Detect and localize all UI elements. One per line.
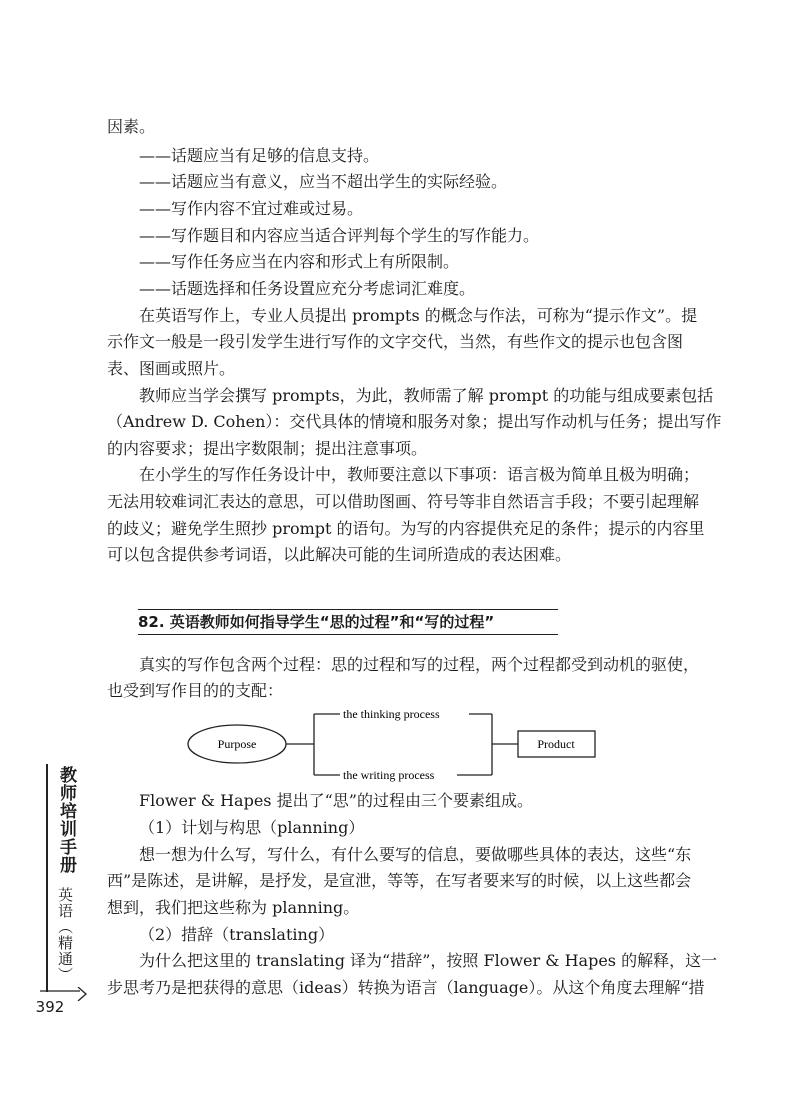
paragraph-line: 想一想为什么写，写什么，有什么要写的信息，要做哪些具体的表达，这些“东 [139, 845, 692, 864]
paragraph-line: 教师应当学会撰写 prompts，为此，教师需了解 prompt 的功能与组成要素包括 [139, 386, 714, 405]
paragraph-line: 想到，我们把这些称为 planning。 [107, 898, 360, 917]
process-diagram [185, 703, 615, 783]
paragraph-line: 真实的写作包含两个过程：思的过程和写的过程，两个过程都受到动机的驱使， [139, 655, 700, 674]
list-item: ——话题选择和任务设置应充分考虑词汇难度。 [139, 279, 476, 298]
paragraph-line: 步思考乃是把获得的意思（ideas）转换为语言（language）。从这个角度去理解“措 [107, 978, 705, 997]
thinking-process-label: the thinking process [343, 707, 440, 721]
subheading: （2）措辞（translating） [139, 925, 335, 944]
paragraph-line: 的歧义；避免学生照抄 prompt 的语句。为写的内容提供充足的条件；提示的内容里 [107, 519, 705, 538]
paragraph-line: 的内容要求；提出字数限制；提出注意事项。 [107, 439, 428, 458]
section-heading: 82. 英语教师如何指导学生“思的过程”和“写的过程” [138, 609, 558, 635]
list-item: ——写作内容不宜过难或过易。 [139, 199, 364, 218]
text-line: 因素。 [107, 117, 156, 136]
paragraph-line: 示作文一般是一段引发学生进行写作的文字交代，当然，有些作文的提示也包含图 [107, 332, 684, 351]
paragraph-line: 在英语写作上，专业人员提出 prompts 的概念与作法，可称为“提示作文”。提 [139, 306, 698, 325]
subject-label: 英语（精通） [56, 887, 74, 983]
paragraph-line: 在小学生的写作任务设计中，教师要注意以下事项：语言极为简单且极为明确； [139, 465, 700, 484]
paragraph-line: 无法用较难词汇表达的意思，可以借助图画、符号等非自然语言手段；不要引起理解 [107, 492, 700, 511]
list-item: ——写作任务应当在内容和形式上有所限制。 [139, 252, 460, 271]
book-title: 教师培训手册 [56, 766, 76, 874]
paragraph-line: 也受到写作目的的支配： [107, 681, 284, 700]
purpose-label: Purpose [217, 737, 257, 751]
paragraph-line: （Andrew D. Cohen）：交代具体的情境和服务对象；提出写作动机与任务；提出写作 [107, 412, 722, 431]
paragraph-line: 表、图画或照片。 [107, 359, 236, 378]
paragraph-line: 为什么把这里的 translating 译为“措辞”，按照 Flower & Hapes 的解释，这一 [139, 951, 718, 970]
list-item: ——话题应当有足够的信息支持。 [139, 146, 380, 165]
product-label: Product [537, 737, 575, 751]
paragraph-line: Flower & Hapes 提出了“思”的过程由三个要素组成。 [139, 791, 533, 810]
paragraph-line: 可以包含提供参考词语，以此解决可能的生词所造成的表达困难。 [107, 545, 572, 564]
paragraph-line: 西”是陈述，是讲解，是抒发，是宣泄，等等，在写者要来写的时候，以上这些都会 [107, 871, 692, 890]
sidebar-rule [46, 764, 48, 992]
list-item: ——写作题目和内容应当适合评判每个学生的写作能力。 [139, 226, 540, 245]
writing-process-label: the writing process [343, 768, 435, 782]
list-item: ——话题应当有意义，应当不超出学生的实际经验。 [139, 172, 508, 191]
subheading: （1）计划与构思（planning） [139, 818, 365, 837]
page-number: 392 [35, 998, 65, 1016]
